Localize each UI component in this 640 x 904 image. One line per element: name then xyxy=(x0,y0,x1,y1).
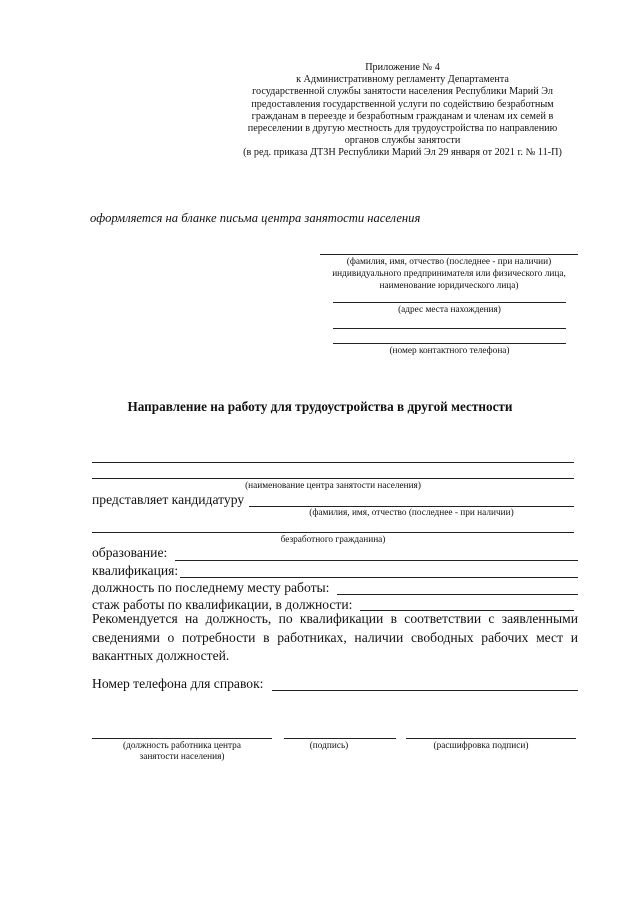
addressee-address-caption: (адрес места нахождения) xyxy=(398,305,501,315)
addressee-address-line[interactable] xyxy=(333,302,566,303)
appendix-line: к Административному регламенту Департамента xyxy=(296,74,509,86)
signer-position-caption-2: занятости населения) xyxy=(139,752,225,762)
appendix-line: переселении в другую местность для трудоустройства по направлению xyxy=(247,123,558,135)
addressee-phone-line[interactable] xyxy=(333,343,566,344)
appendix-line: гражданам в переезде и безработным гражданам и членам их семей в xyxy=(251,110,554,122)
signer-position-line[interactable] xyxy=(92,738,272,739)
appendix-line: (в ред. приказа ДТЗН Республики Марий Эл 29 января от 2021 г. № 11-П) xyxy=(243,147,562,159)
letterhead-note: оформляется на бланке письма центра занятости населения xyxy=(90,211,421,225)
appendix-line: государственной службы занятости населения Республики Марий Эл xyxy=(252,86,553,98)
addressee-fio-line[interactable] xyxy=(320,254,578,255)
addressee-fio-caption-2: индивидуального предпринимателя или физического лица, xyxy=(332,269,566,279)
addressee-extra-line[interactable] xyxy=(333,328,566,329)
candidate-fio-caption: (фамилия, имя, отчество (последнее - при наличии) xyxy=(309,508,514,518)
appendix-header xyxy=(220,62,585,160)
addressee-fio-caption-3: наименование юридического лица) xyxy=(379,281,519,291)
experience-label: стаж работы по квалификации, в должности: xyxy=(92,597,353,612)
signature-decode-line[interactable] xyxy=(406,738,576,739)
education-label: образование: xyxy=(92,545,168,560)
document-title: Направление на работу для трудоустройства в другой местности xyxy=(127,399,513,414)
signature-caption: (подпись) xyxy=(309,741,349,751)
signature-line[interactable] xyxy=(284,738,396,739)
appendix-line: предоставления государственной услуги по содействию безработным xyxy=(251,98,554,110)
signature-decode-caption: (расшифровка подписи) xyxy=(433,741,529,751)
last-position-label: должность по последнему месту работы: xyxy=(92,580,330,595)
candidate-fio-line-2[interactable] xyxy=(92,532,574,533)
phone-field[interactable] xyxy=(272,690,578,691)
last-position-field[interactable] xyxy=(337,594,578,595)
recommendation-text: Рекомендуется на должность, по квалификации в соответствии с заявленными сведениями о потребности в работниках, наличии свободных рабочих мест и вакантных должностей. xyxy=(92,611,578,663)
appendix-line: Приложение № 4 xyxy=(365,62,440,73)
appendix-line: органов службы занятости xyxy=(344,135,461,147)
phone-label: Номер телефона для справок: xyxy=(92,676,264,691)
signer-position-caption-1: (должность работника центра xyxy=(123,741,241,751)
center-name-line-1[interactable] xyxy=(92,462,574,463)
addressee-fio-caption-1: (фамилия, имя, отчество (последнее - при наличии) xyxy=(346,257,552,267)
center-name-caption: (наименование центра занятости населения) xyxy=(245,481,421,491)
qualification-field[interactable] xyxy=(180,577,578,578)
unemployed-caption: безработного гражданина) xyxy=(280,535,386,545)
center-name-line-2[interactable] xyxy=(92,478,574,479)
candidate-label: представляет кандидатуру xyxy=(92,492,245,507)
education-field[interactable] xyxy=(175,560,578,561)
qualification-label: квалификация: xyxy=(92,563,179,578)
addressee-phone-caption: (номер контактного телефона) xyxy=(389,346,510,356)
